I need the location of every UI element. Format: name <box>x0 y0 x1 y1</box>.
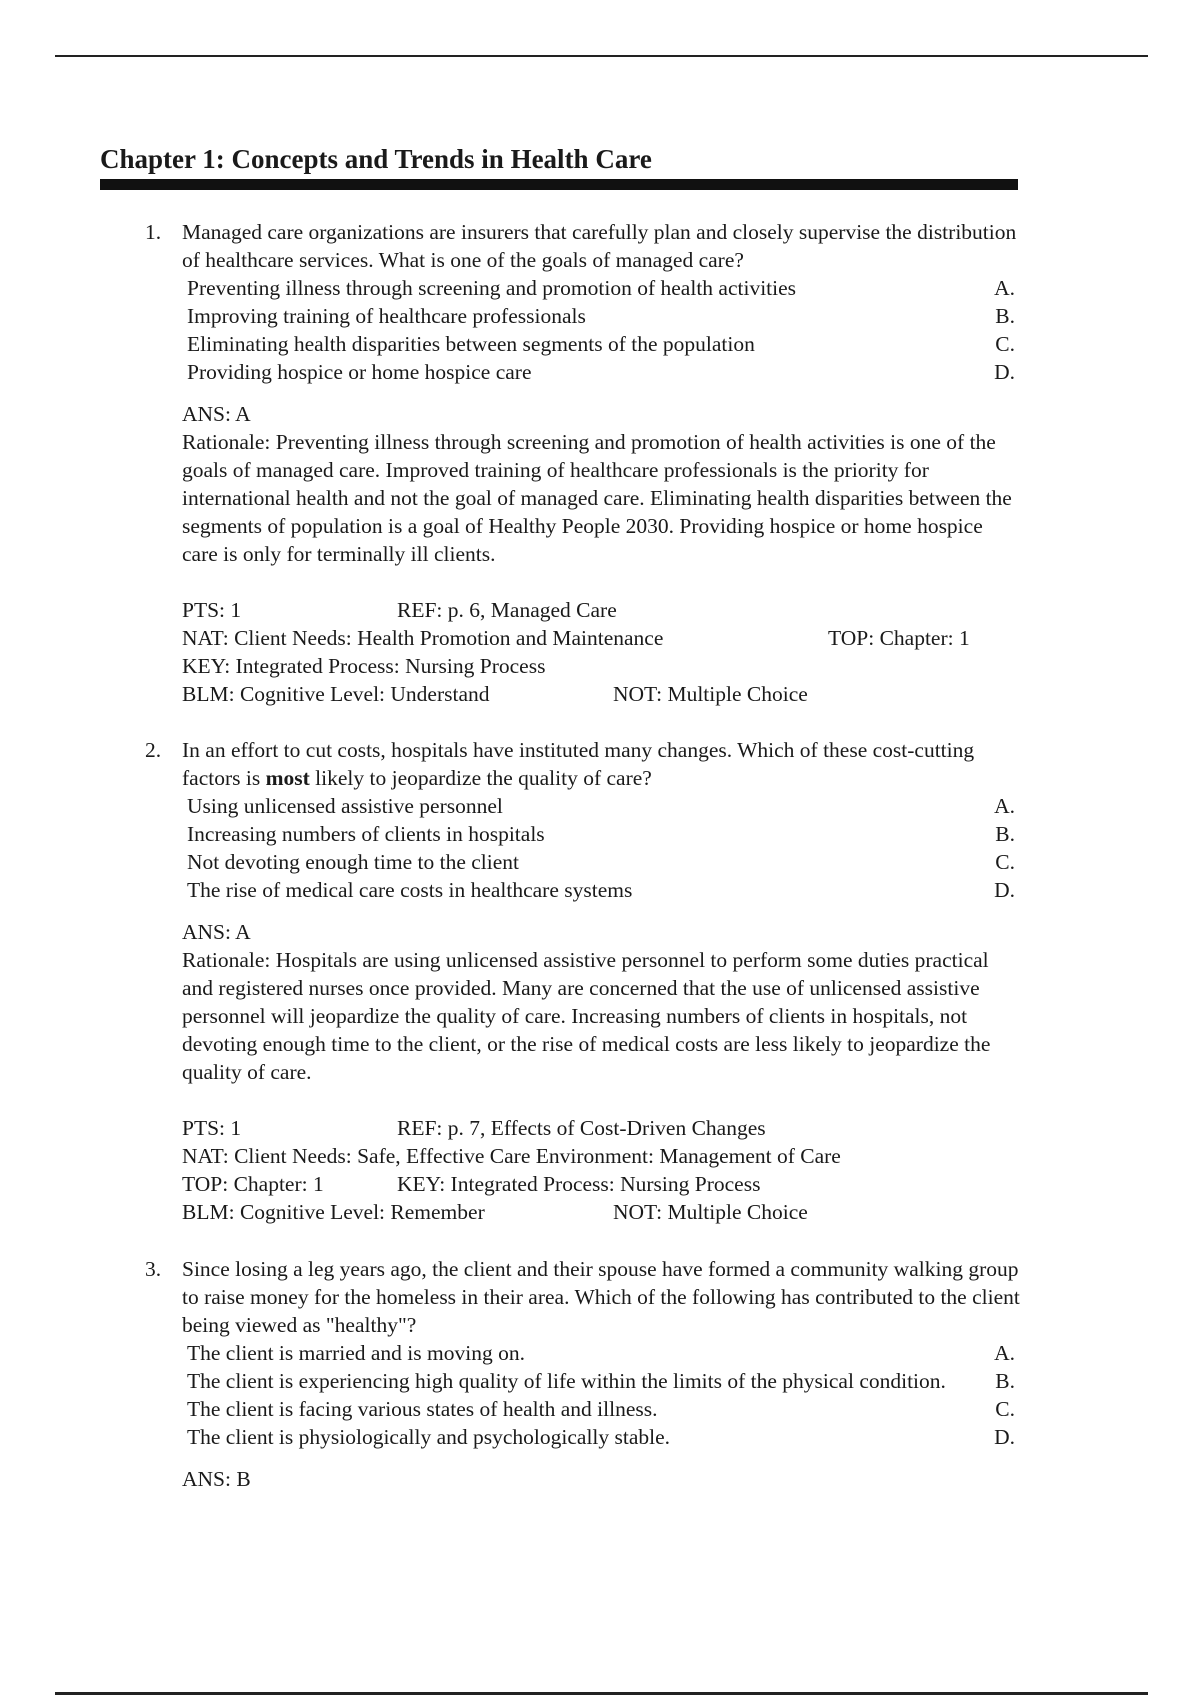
option-c <box>187 848 1020 876</box>
option-letter: B. <box>995 822 1015 846</box>
title-underline-bar <box>100 179 1018 190</box>
option-text: Eliminating health disparities between segments of the population <box>187 332 755 356</box>
chapter-title: Chapter 1: Concepts and Trends in Health Care <box>100 144 652 174</box>
nat-field: NAT: Client Needs: Health Promotion and Maintenance <box>182 626 664 650</box>
option-letter: B. <box>995 1369 1015 1393</box>
option-letter: C. <box>995 850 1015 874</box>
option-d <box>187 358 1020 386</box>
blm-field: BLM: Cognitive Level: Remember <box>182 1200 485 1224</box>
option-text: The client is married and is moving on. <box>187 1341 525 1365</box>
answer: ANS: B <box>182 1467 251 1491</box>
question-stem: Managed care organizations are insurers that carefully plan and closely supervise the distribution of healthcare services. What is one of the goals of managed care? <box>182 220 1017 272</box>
option-text: Preventing illness through screening and promotion of health activities <box>187 276 797 300</box>
option-letter: A. <box>994 1341 1015 1365</box>
rationale: Rationale: Hospitals are using unlicensed assistive personnel to perform some duties practical and registered nurses once provided. Many are concerned that the use of unlicensed assistive personnel will jeopardize the quality of care. Increasing numbers of clients in hospitals, not devoting enough time to the client, or the rise of medical costs are less likely to jeopardize the quality of care. <box>182 948 991 1084</box>
question-metadata <box>182 1114 1020 1226</box>
top-field: TOP: Chapter: 1 <box>828 626 970 650</box>
option-text: The client is experiencing high quality of life within the limits of the physical condition. <box>187 1369 946 1393</box>
option-b <box>187 1367 1020 1395</box>
pts-field: PTS: 1 <box>182 1116 242 1140</box>
question-1 <box>145 218 1020 708</box>
pts-field: PTS: 1 <box>182 598 242 622</box>
question-stem: In an effort to cut costs, hospitals have instituted many changes. Which of these cost-cutting factors is most likely to jeopardize the quality of care? <box>182 738 975 790</box>
question-number: 1. <box>145 220 162 244</box>
option-text: Not devoting enough time to the client <box>187 850 519 874</box>
key-field: KEY: Integrated Process: Nursing Process <box>182 654 546 678</box>
option-d <box>187 1423 1020 1451</box>
question-number: 2. <box>145 738 162 762</box>
option-c <box>187 330 1020 358</box>
option-text: Providing hospice or home hospice care <box>187 360 532 384</box>
option-text: The rise of medical care costs in healthcare systems <box>187 878 633 902</box>
question-number: 3. <box>145 1257 162 1281</box>
emphasis-text: most <box>265 766 310 790</box>
option-b <box>187 302 1020 330</box>
not-field: NOT: Multiple Choice <box>613 1200 808 1224</box>
answer: ANS: A <box>182 402 251 426</box>
option-text: The client is facing various states of health and illness. <box>187 1397 658 1421</box>
option-text: Increasing numbers of clients in hospitals <box>187 822 545 846</box>
option-a <box>187 274 1020 302</box>
option-b <box>187 820 1020 848</box>
question-2 <box>145 736 1020 1226</box>
option-letter: C. <box>995 1397 1015 1421</box>
nat-field: NAT: Client Needs: Safe, Effective Care Environment: Management of Care <box>182 1144 841 1168</box>
option-letter: D. <box>994 360 1015 384</box>
answer: ANS: A <box>182 920 251 944</box>
option-letter: C. <box>995 332 1015 356</box>
question-3 <box>145 1255 1020 1493</box>
option-text: Improving training of healthcare professionals <box>187 304 586 328</box>
option-d <box>187 876 1020 904</box>
question-metadata <box>182 596 1020 708</box>
top-rule <box>55 55 1148 57</box>
option-letter: D. <box>994 1425 1015 1449</box>
option-letter: B. <box>995 304 1015 328</box>
option-letter: D. <box>994 878 1015 902</box>
option-letter: A. <box>994 276 1015 300</box>
ref-field: REF: p. 7, Effects of Cost-Driven Changes <box>397 1116 766 1140</box>
not-field: NOT: Multiple Choice <box>613 682 808 706</box>
key-field: KEY: Integrated Process: Nursing Process <box>397 1172 761 1196</box>
top-field: TOP: Chapter: 1 <box>182 1172 324 1196</box>
blm-field: BLM: Cognitive Level: Understand <box>182 682 490 706</box>
option-text: Using unlicensed assistive personnel <box>187 794 503 818</box>
question-stem: Since losing a leg years ago, the client and their spouse have formed a community walking group to raise money for the homeless in their area. Which of the following has contributed to the client being viewed as "healthy"? <box>182 1257 1020 1337</box>
ref-field: REF: p. 6, Managed Care <box>397 598 617 622</box>
option-text: The client is physiologically and psychologically stable. <box>187 1425 671 1449</box>
option-letter: A. <box>994 794 1015 818</box>
option-c <box>187 1395 1020 1423</box>
option-a <box>187 1339 1020 1367</box>
rationale: Rationale: Preventing illness through screening and promotion of health activities is one of the goals of managed care. Improved training of healthcare professionals is the priority for international health and not the goal of managed care. Eliminating health disparities between the segments of population is a goal of Healthy People 2030. Providing hospice or home hospice care is only for terminally ill clients. <box>182 430 1012 566</box>
bottom-rule <box>55 1692 1148 1695</box>
option-a <box>187 792 1020 820</box>
